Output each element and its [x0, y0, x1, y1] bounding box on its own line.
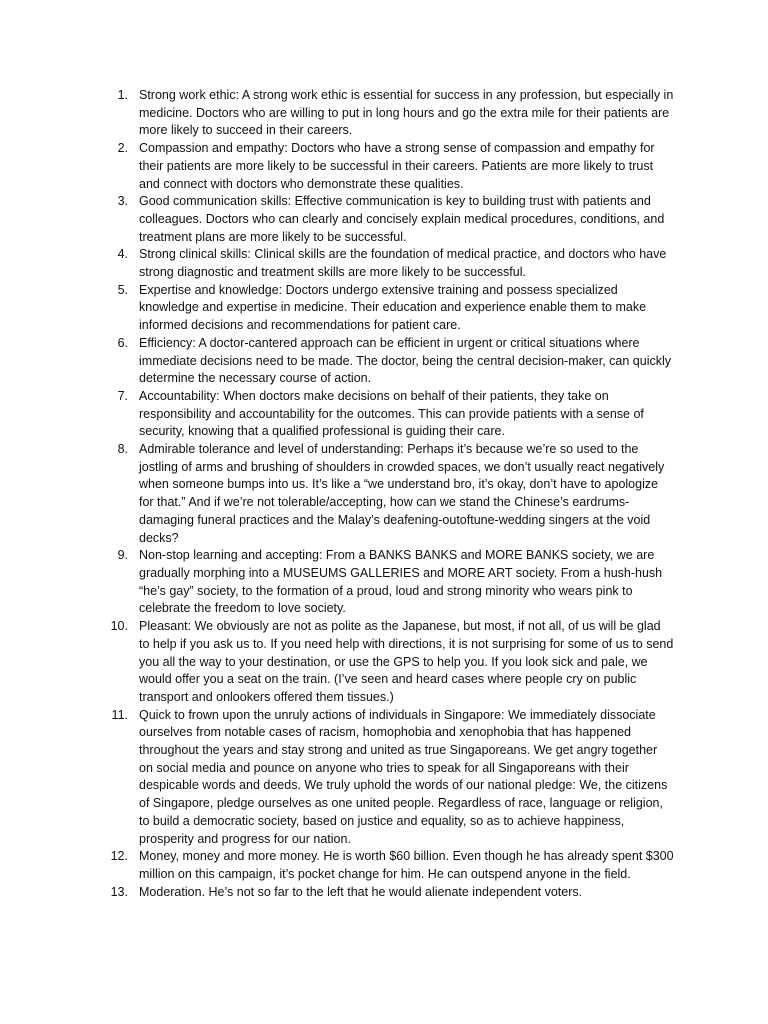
list-item-text: Efficiency: A doctor-cantered approach can be efficient in urgent or critical situations where immediate decisions need to be made. The doctor, being the central decision-maker, can quickly determine the necessary course of action.: [139, 335, 672, 386]
list-item-text: Moderation. He’s not so far to the left that he would alienate independent voters.: [139, 884, 583, 899]
list-item-number: 13.: [110, 884, 128, 899]
list-item: [104, 335, 674, 388]
list-item: [104, 87, 674, 140]
list-item-number: 11.: [111, 707, 128, 722]
list-item-number: 1.: [117, 88, 128, 102]
list-item-text: Money, money and more money. He is worth $60 billion. Even though he has already spent $300 million on this campaign, it’s pocket change for him. He can outspend anyone in the field.: [139, 849, 674, 881]
list-item: [104, 388, 674, 441]
list-item-text: Good communication skills: Effective communication is key to building trust with patients and colleagues. Doctors who can clearly and concisely explain medical procedures, conditions, and treatment plans are more likely to be successful.: [139, 194, 665, 244]
list-item-number: 10.: [110, 619, 128, 634]
list-item-text: Quick to frown upon the unruly actions of individuals in Singapore: We immediately dissociate ourselves from notable cases of racism, homophobia and xenophobia that has happened throughout the years and stay strong and united as true Singaporeans. We get angry together on social media and pounce on anyone who tries to speak for all Singaporeans with their despicable words and deeds. We truly uphold the words of our national pledge: We, the citizens of Singapore, pledge ourselves as one united people. Regardless of race, language or religion, to build a democratic society, based on justice and equality, so as to achieve happiness, prosperity and progress for our nation.: [139, 707, 668, 846]
list-item-number: 3.: [117, 194, 128, 209]
list-item-number: 12.: [110, 849, 128, 864]
list-item: [104, 140, 674, 193]
list-item-number: 5.: [117, 282, 128, 297]
list-item-text: Non-stop learning and accepting: From a BANKS BANKS and MORE BANKS society, we are gradually morphing into a MUSEUMS GALLERIES and MORE ART society. From a hush-hush “he’s gay” society, to the formation of a proud, loud and strong minority who wears pink to celebrate the freedom to love society.: [139, 548, 663, 616]
list-item-text: Expertise and knowledge: Doctors undergo extensive training and possess specialized knowledge and expertise in medicine. Their education and experience enable them to make informed decisions and recommendations for patient care.: [139, 282, 647, 333]
list-item-text: Accountability: When doctors make decisions on behalf of their patients, they take on responsibility and accountability for the outcomes. This can provide patients with a sense of security, knowing that a qualified professional is guiding their care.: [139, 388, 644, 439]
list-item: [104, 441, 674, 547]
list-item: [104, 246, 674, 281]
list-item-text: Strong clinical skills: Clinical skills are the foundation of medical practice, and doctors who have strong diagnostic and treatment skills are more likely to be successful.: [139, 247, 667, 280]
list-item-text: Pleasant: We obviously are not as polite as the Japanese, but most, if not all, of us will be glad to help if you ask us to. If you need help with directions, it is not surprising for some of us to send you all the way to your destination, or use the GPS to help you. If you look sick and pale, we would offer you a seat on the train. (I’ve seen and heard cases where people cry on public transport and onlookers offered them tissues.): [139, 619, 674, 704]
list-item-number: 9.: [117, 548, 128, 563]
list-item-number: 8.: [117, 442, 128, 457]
list-item: [104, 884, 674, 902]
list-item: [104, 282, 674, 335]
list-item-number: 6.: [117, 335, 128, 350]
list-item-number: 7.: [117, 388, 128, 403]
list-item: [104, 618, 674, 707]
numbered-list: [104, 87, 674, 901]
list-item-number: 4.: [117, 247, 128, 262]
list-item-text: Strong work ethic: A strong work ethic is essential for success in any profession, but especially in medicine. Doctors who are willing to put in long hours and go the extra mile for their patients are more likely to succeed in their careers.: [139, 88, 674, 138]
list-item: [104, 848, 674, 883]
list-item-number: 2.: [117, 141, 128, 156]
list-item: [104, 193, 674, 246]
list-item: [104, 547, 674, 618]
list-item-text: Admirable tolerance and level of understanding: Perhaps it’s because we’re so used to the jostling of arms and brushing of shoulders in crowded spaces, we don’t usually react negatively when someone bumps into us. It’s like a “we understand bro, it’s okay, don’t have to apologize for that.” And if we’re not tolerable/accepting, how can we stand the Chinese’s eardrums-damaging funeral practices and the Malay’s deafening-outoftune-wedding singers at the void decks?: [139, 442, 665, 545]
list-item-text: Compassion and empathy: Doctors who have a strong sense of compassion and empathy for their patients are more likely to be successful in their careers. Patients are more likely to trust and connect with doctors who demonstrate these qualities.: [139, 141, 655, 191]
list-item: [104, 707, 674, 849]
